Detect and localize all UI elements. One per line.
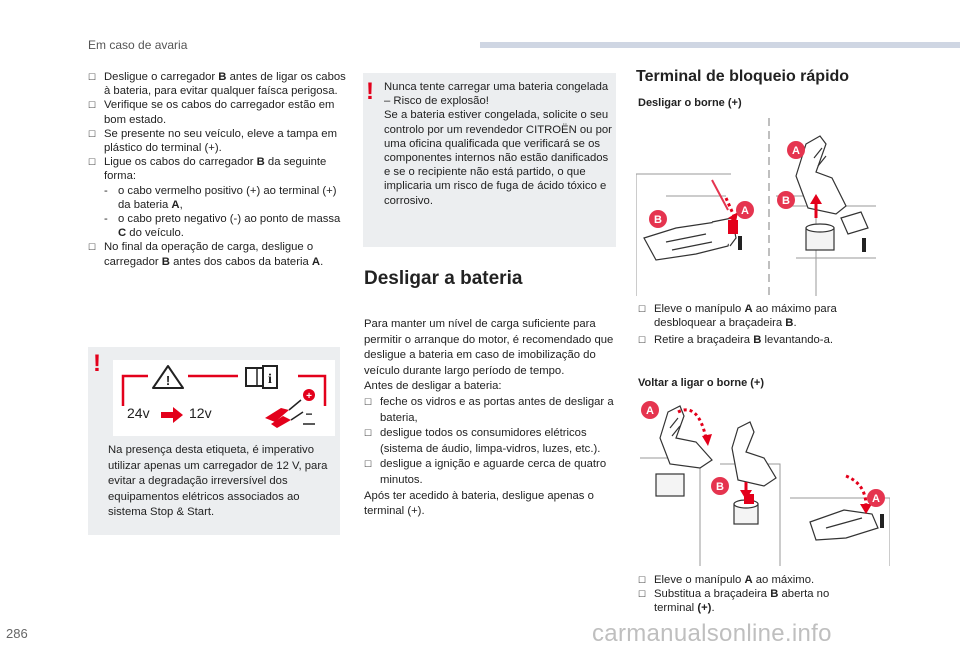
checkbox-icon: ☐ (88, 100, 97, 111)
watermark: carmanualsonline.info (592, 620, 832, 647)
warning-mark: ! (366, 78, 374, 105)
marker-a (641, 401, 659, 419)
warning-mark: ! (93, 350, 101, 377)
marker-a (736, 201, 754, 219)
reconnect-terminal-steps (638, 573, 868, 616)
disconnect-terminal-subheading: Desligar o borne (+) (638, 97, 742, 109)
checkbox-icon: ☐ (638, 575, 647, 585)
checkbox-icon: ☐ (638, 304, 647, 314)
frozen-warning-text: Nunca tente carregar uma bateria congelada – Risco de explosão! Se a bateria estiver congelada, solicite o seu controlo por um revendedor CITROËN ou por uma oficina qualificada que verificará se os componentes internos não estão danificados e se o recipiente não está partido, o que implicaria um risco de fuga de ácido tóxico e corrosivo. (384, 81, 612, 207)
marker-b (777, 191, 795, 209)
checkbox-icon: ☐ (88, 157, 97, 168)
bullet-item: ☐ Verifique se os cabos do carregador estão em bom estado. (88, 99, 335, 126)
disconnect-body (364, 317, 618, 520)
stop-start-label (113, 360, 335, 436)
reconnect-terminal-illustration (640, 398, 890, 566)
bullet-item: ☐ Ligue os cabos do carregador B da seguinte forma: (88, 156, 327, 183)
marker-a (787, 141, 805, 159)
bullet-item: ☐ Eleve o manípulo A ao máximo para desbloquear a braçadeira B. (638, 303, 837, 330)
arrow-right-icon (161, 407, 183, 423)
label-24v: 24v (127, 405, 150, 421)
bullet-item: ☐ desligue a ignição e aguarde cerca de quatro minutos. (364, 458, 607, 486)
checkbox-icon: ☐ (88, 128, 97, 139)
checkbox-icon: ☐ (638, 589, 647, 600)
svg-text:!: ! (165, 373, 171, 388)
reconnect-terminal-subheading: Voltar a ligar o borne (+) (638, 377, 765, 389)
charging-instructions (88, 70, 350, 269)
checkbox-icon: ☐ (364, 459, 373, 470)
sub-item: - o cabo vermelho positivo (+) ao terminal (+) da bateria A, (104, 184, 337, 211)
checkbox-icon: ☐ (364, 396, 373, 407)
header-bar (480, 42, 960, 48)
page-number: 286 (6, 626, 28, 641)
marker-a (867, 489, 885, 507)
disconnect-intro: Para manter um nível de carga suficiente para permitir o arranque do motor, é recomendado que desligue a bateria em caso de imobilização do veículo durante largo período de tempo. Antes de desligar a bateria: (364, 318, 614, 393)
svg-text:B: B (654, 214, 662, 226)
marker-b (711, 477, 729, 495)
checkbox-icon: ☐ (88, 242, 97, 253)
svg-text:−: − (305, 407, 313, 421)
bullet-item: ☐ Retire a braçadeira B levantando-a. (638, 334, 833, 347)
stop-start-label-drawing (113, 360, 335, 436)
bullet-item: ☐ No final da operação de carga, desligue o carregador B antes dos cabos da bateria A. (88, 241, 324, 268)
checkbox-icon: ☐ (88, 72, 97, 82)
charger-clamp-icon (265, 389, 315, 428)
label-12v: 12v (189, 405, 212, 421)
svg-text:+: + (306, 391, 312, 402)
svg-text:A: A (872, 493, 880, 505)
bullet-item: ☐ Substitua a braçadeira B aberta no terminal (+). (638, 588, 830, 615)
svg-text:A: A (741, 205, 749, 217)
section-label: Em caso de avaria (88, 38, 188, 52)
label-warning-text: Na presença desta etiqueta, é imperativo utilizar apenas um carregador de 12 V, para evitar a degradação irreversível dos equipamentos elétricos associados ao sistema Stop & Start. (108, 444, 328, 518)
bullet-item: ☐ feche os vidros e as portas antes de desligar a bateria, (364, 395, 614, 424)
disconnect-heading: Desligar a bateria (364, 268, 523, 289)
marker-b (649, 210, 667, 228)
svg-text:A: A (792, 145, 800, 157)
disconnect-outro: Após ter acedido à bateria, desligue apenas o terminal (+). (364, 489, 594, 518)
checkbox-icon: ☐ (364, 428, 373, 439)
svg-text:B: B (716, 481, 724, 493)
sub-item: - o cabo preto negativo (-) ao ponto de massa C do veículo. (104, 213, 341, 240)
svg-text:A: A (646, 405, 654, 417)
manual-book-icon (246, 366, 277, 388)
svg-text:i: i (268, 372, 272, 387)
disconnect-terminal-illustration (636, 118, 876, 296)
svg-text:B: B (782, 195, 790, 207)
bullet-item: ☐ Desligue o carregador B antes de ligar os cabos à bateria, para evitar qualquer faísca perigosa. (88, 71, 346, 98)
disconnect-terminal-steps (638, 302, 868, 348)
warning-triangle-icon (153, 366, 183, 388)
checkbox-icon: ☐ (638, 335, 647, 346)
bullet-item: ☐ desligue todos os consumidores elétricos (sistema de áudio, limpa-vidros, luzes, etc.). (364, 427, 601, 455)
bullet-item: ☐ Se presente no seu veículo, eleve a tampa em plástico do terminal (+). (88, 127, 337, 155)
bullet-item: ☐ Eleve o manípulo A ao máximo. (638, 574, 815, 586)
quick-release-heading: Terminal de bloqueio rápido (636, 68, 850, 85)
